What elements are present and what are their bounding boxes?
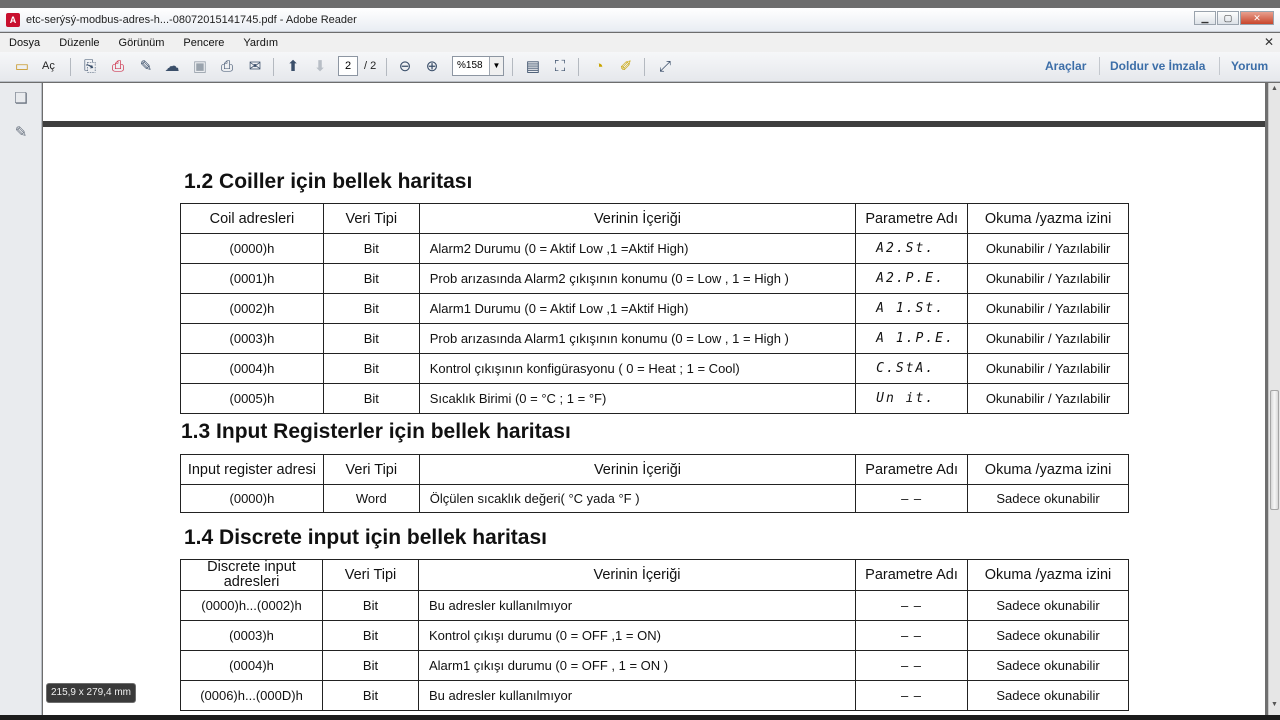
zoom-out-icon[interactable]: ⊖ xyxy=(398,58,412,75)
param-cell: – – xyxy=(856,681,968,711)
col-header: Okuma /yazma izini xyxy=(968,455,1129,485)
col-header: Veri Tipi xyxy=(323,560,419,591)
table-row xyxy=(181,485,1129,513)
bottom-edge xyxy=(0,715,1280,720)
comment-link[interactable]: Yorum xyxy=(1231,59,1269,73)
input-register-table xyxy=(180,454,1129,513)
param-cell: C.StA. xyxy=(856,354,968,384)
table-header-row xyxy=(181,560,1129,591)
table-row xyxy=(181,294,1129,324)
menu-pencere[interactable]: Pencere xyxy=(183,36,225,49)
save-icon[interactable]: ▣ xyxy=(192,58,208,75)
cloud-upload-icon[interactable]: ☁ xyxy=(164,58,180,75)
navigation-pane xyxy=(0,83,42,715)
scrollbar-thumb[interactable] xyxy=(1270,390,1279,510)
title-bar xyxy=(0,8,1280,32)
previous-page-icon[interactable]: ⬆ xyxy=(286,58,300,75)
access-cell: Sadece okunabilir xyxy=(968,591,1129,621)
comment-icon[interactable]: ◔ xyxy=(594,58,604,75)
col-header: Veri Tipi xyxy=(323,204,419,234)
col-header: Verinin İçeriği xyxy=(419,560,856,591)
create-pdf-icon[interactable]: ⎘ xyxy=(83,58,96,75)
content-cell: Bu adresler kullanılmıyor xyxy=(419,591,856,621)
col-header: Verinin İçeriği xyxy=(419,204,855,234)
param-cell: – – xyxy=(856,651,968,681)
toolbar-separator xyxy=(512,58,513,76)
section-title-discrete: 1.4 Discrete input için bellek haritası xyxy=(184,526,547,549)
next-page-icon[interactable]: ⬇ xyxy=(313,58,327,75)
toolbar-separator xyxy=(578,58,579,76)
minimize-button[interactable]: ▁ xyxy=(1194,11,1216,25)
col-header: Parametre Adı xyxy=(856,560,968,591)
access-cell: Okunabilir / Yazılabilir xyxy=(968,264,1129,294)
content-cell: Kontrol çıkışı durumu (0 = OFF ,1 = ON) xyxy=(419,621,856,651)
toolbar-separator xyxy=(644,58,645,76)
scroll-down-icon[interactable]: ▼ xyxy=(1271,701,1278,708)
access-cell: Sadece okunabilir xyxy=(968,651,1129,681)
section-title-input: 1.3 Input Registerler için bellek haritası xyxy=(181,420,571,443)
content-cell: Prob arızasında Alarm1 çıkışının konumu (0 = Low , 1 = High ) xyxy=(419,324,855,354)
address-cell: (0004)h xyxy=(181,354,324,384)
close-window-button[interactable]: ✕ xyxy=(1240,11,1274,25)
address-cell: (0003)h xyxy=(181,324,324,354)
address-cell: (0003)h xyxy=(181,621,323,651)
param-cell: A2.P.E. xyxy=(856,264,968,294)
table-row xyxy=(181,651,1129,681)
menu-gorunum[interactable]: Görünüm xyxy=(118,36,165,49)
content-cell: Prob arızasında Alarm2 çıkışının konumu (0 = Low , 1 = High ) xyxy=(419,264,855,294)
param-cell: Un it. xyxy=(856,384,968,414)
type-cell: Bit xyxy=(323,651,419,681)
discrete-input-table xyxy=(180,559,1129,711)
close-document-icon[interactable]: ✕ xyxy=(1263,35,1274,49)
table-row xyxy=(181,621,1129,651)
col-header: Parametre Adı xyxy=(856,455,968,485)
col-header: Discrete input adresleri xyxy=(181,560,323,591)
table-row xyxy=(181,324,1129,354)
access-cell: Okunabilir / Yazılabilir xyxy=(968,234,1129,264)
address-cell: (0000)h...(0002)h xyxy=(181,591,323,621)
open-button[interactable]: Aç xyxy=(42,60,55,72)
toolbar-separator xyxy=(70,58,71,76)
content-cell: Alarm1 çıkışı durumu (0 = OFF , 1 = ON ) xyxy=(419,651,856,681)
address-cell: (0002)h xyxy=(181,294,324,324)
fit-page-icon[interactable]: ▤ xyxy=(525,58,541,75)
content-cell: Ölçülen sıcaklık değeri( °C yada °F ) xyxy=(419,485,855,513)
table-header-row xyxy=(181,455,1129,485)
attachments-icon[interactable]: ✎ xyxy=(14,124,28,141)
window-title: etc-serýsý-modbus-adres-h...-08072015141745.pdf - Adobe Reader xyxy=(26,13,357,26)
type-cell: Bit xyxy=(323,264,419,294)
fill-sign-link[interactable]: Doldur ve İmzala xyxy=(1110,59,1206,73)
export-pdf-icon[interactable]: ⎙ xyxy=(111,58,124,75)
type-cell: Bit xyxy=(323,294,419,324)
toolbar-separator xyxy=(1099,57,1100,75)
page-thumbnails-icon[interactable]: ❏ xyxy=(14,90,28,107)
table-header-row xyxy=(181,204,1129,234)
table-row xyxy=(181,591,1129,621)
address-cell: (0004)h xyxy=(181,651,323,681)
full-screen-icon[interactable]: ⤢ xyxy=(658,58,671,75)
param-cell: A2.St. xyxy=(856,234,968,264)
maximize-button[interactable]: ▢ xyxy=(1217,11,1239,25)
access-cell: Sadece okunabilir xyxy=(968,621,1129,651)
param-cell: – – xyxy=(856,621,968,651)
content-cell: Alarm1 Durumu (0 = Aktif Low ,1 =Aktif High) xyxy=(419,294,855,324)
type-cell: Bit xyxy=(323,621,419,651)
document-view[interactable] xyxy=(43,83,1268,715)
address-cell: (0000)h xyxy=(181,234,324,264)
address-cell: (0006)h...(000D)h xyxy=(181,681,323,711)
zoom-in-icon[interactable]: ⊕ xyxy=(425,58,439,75)
access-cell: Okunabilir / Yazılabilir xyxy=(968,324,1129,354)
type-cell: Word xyxy=(323,485,419,513)
type-cell: Bit xyxy=(323,354,419,384)
section-title-coil: 1.2 Coiller için bellek haritası xyxy=(184,170,473,193)
table-row xyxy=(181,264,1129,294)
print-icon[interactable]: ⎙ xyxy=(220,58,233,75)
access-cell: Sadece okunabilir xyxy=(968,681,1129,711)
col-header: Input register adresi xyxy=(181,455,324,485)
access-cell: Okunabilir / Yazılabilir xyxy=(968,384,1129,414)
table-row xyxy=(181,354,1129,384)
col-header: Parametre Adı xyxy=(856,204,968,234)
type-cell: Bit xyxy=(323,384,419,414)
param-cell: – – xyxy=(856,485,968,513)
toolbar-separator xyxy=(386,58,387,76)
param-cell: A 1.St. xyxy=(856,294,968,324)
scroll-up-icon[interactable]: ▲ xyxy=(1271,85,1278,92)
param-cell: – – xyxy=(856,591,968,621)
menu-duzenle[interactable]: Düzenle xyxy=(59,36,100,49)
address-cell: (0005)h xyxy=(181,384,324,414)
toolbar-separator xyxy=(273,58,274,76)
type-cell: Bit xyxy=(323,234,419,264)
toolbar xyxy=(0,52,1280,82)
content-cell: Kontrol çıkışının konfigürasyonu ( 0 = Heat ; 1 = Cool) xyxy=(419,354,855,384)
address-cell: (0000)h xyxy=(181,485,324,513)
table-row xyxy=(181,234,1129,264)
page-number-input[interactable]: 2 xyxy=(338,56,358,76)
access-cell: Okunabilir / Yazılabilir xyxy=(968,294,1129,324)
type-cell: Bit xyxy=(323,591,419,621)
edit-pdf-icon[interactable]: ✎ xyxy=(139,58,153,75)
col-header: Coil adresleri xyxy=(181,204,324,234)
content-cell: Bu adresler kullanılmıyor xyxy=(419,681,856,711)
email-icon[interactable]: ✉ xyxy=(248,58,262,75)
type-cell: Bit xyxy=(323,681,419,711)
tools-link[interactable]: Araçlar xyxy=(1045,59,1087,73)
chevron-down-icon[interactable]: ▼ xyxy=(489,57,503,75)
type-cell: Bit xyxy=(323,324,419,354)
table-row xyxy=(181,681,1129,711)
toolbar-separator xyxy=(1219,57,1220,75)
address-cell: (0001)h xyxy=(181,264,324,294)
page-size-badge: 215,9 x 279,4 mm xyxy=(46,683,136,703)
menu-yardim[interactable]: Yardım xyxy=(243,36,279,49)
coil-table xyxy=(180,203,1129,414)
open-folder-icon[interactable]: ▭ xyxy=(14,58,30,75)
page-total: / 2 xyxy=(364,60,377,72)
window-controls xyxy=(1194,11,1274,25)
menu-bar xyxy=(0,33,1280,52)
menu-dosya[interactable]: Dosya xyxy=(9,36,41,49)
fit-width-icon[interactable]: ⛶ xyxy=(554,58,566,75)
zoom-select[interactable] xyxy=(452,56,504,76)
adobe-reader-icon: A xyxy=(6,13,20,27)
col-header: Okuma /yazma izini xyxy=(968,560,1129,591)
col-header: Verinin İçeriği xyxy=(419,455,855,485)
content-cell: Sıcaklık Birimi (0 = °C ; 1 = °F) xyxy=(419,384,855,414)
previous-page-bottom xyxy=(43,83,1265,121)
zoom-value: %158 xyxy=(457,60,483,71)
param-cell: A 1.P.E. xyxy=(856,324,968,354)
access-cell: Sadece okunabilir xyxy=(968,485,1129,513)
col-header: Veri Tipi xyxy=(323,455,419,485)
col-header: Okuma /yazma izini xyxy=(968,204,1129,234)
highlight-icon[interactable]: ✐ xyxy=(619,58,633,75)
vertical-scrollbar[interactable] xyxy=(1268,83,1280,715)
pdf-page xyxy=(43,121,1265,715)
table-row xyxy=(181,384,1129,414)
access-cell: Okunabilir / Yazılabilir xyxy=(968,354,1129,384)
content-cell: Alarm2 Durumu (0 = Aktif Low ,1 =Aktif High) xyxy=(419,234,855,264)
